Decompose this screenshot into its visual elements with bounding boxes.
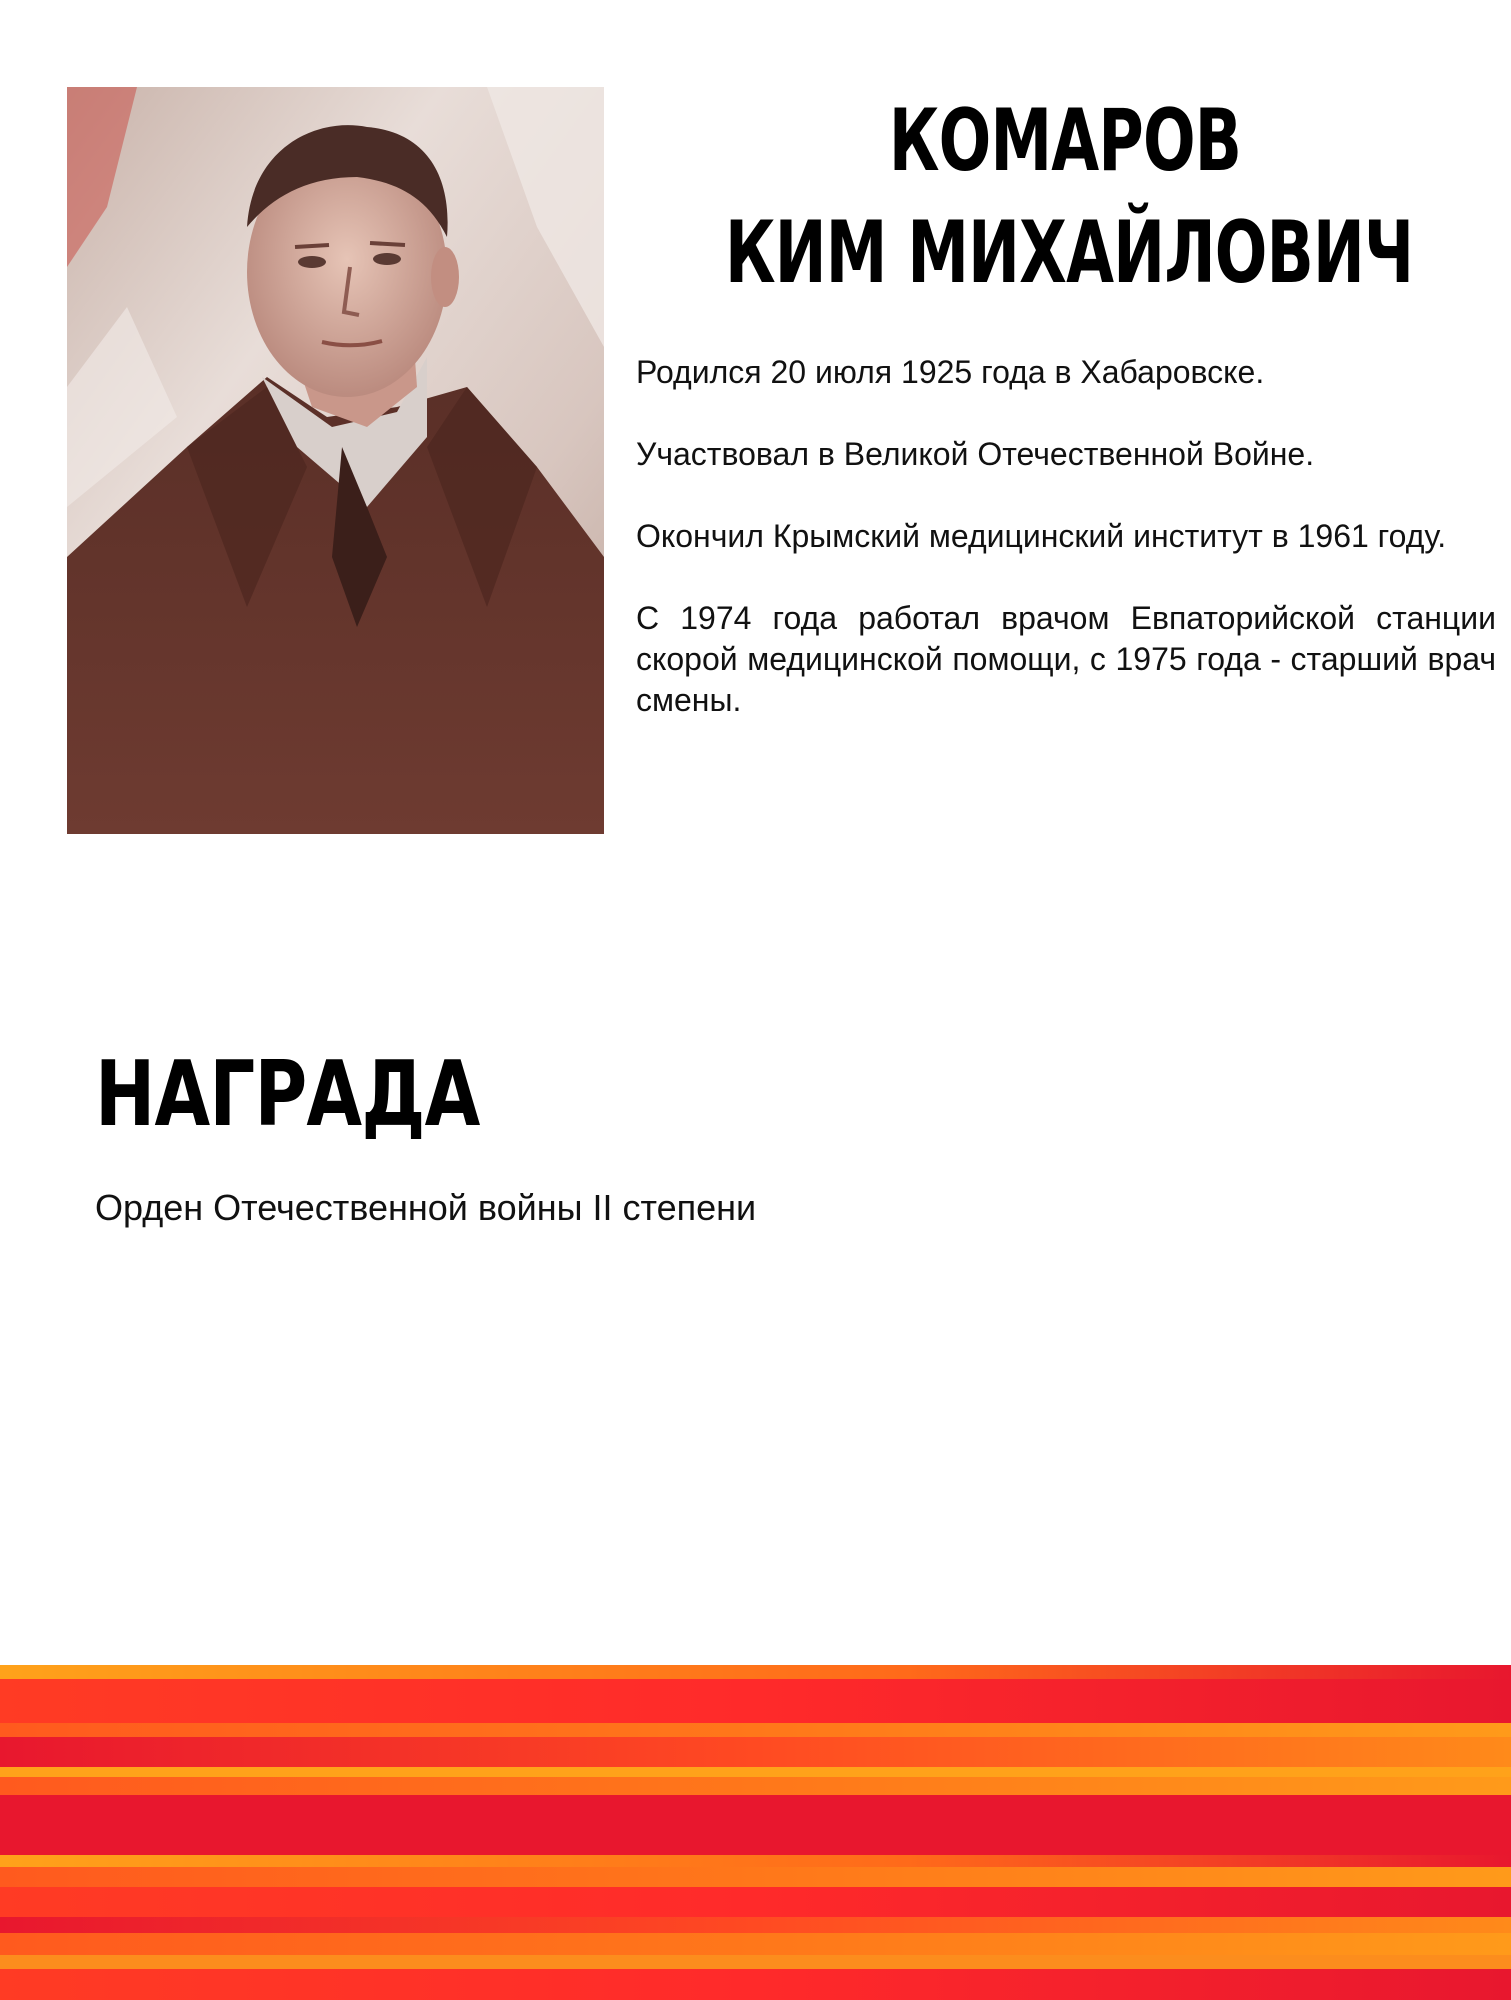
bio-paragraph: Родился 20 июля 1925 года в Хабаровске. (636, 354, 1265, 390)
biography (636, 352, 1496, 762)
ribbon-stripes (0, 1665, 1511, 2000)
decorative-ribbon (0, 1665, 1511, 2000)
award-heading: НАГРАДА (95, 1042, 480, 1147)
bio-paragraph: С 1974 года работал врачом Евпаторийской станции скорой медицинской помощи, с 1975 года - старший врач смены. (636, 600, 1496, 718)
bio-paragraph: Участвовал в Великой Отечественной Войне. (636, 436, 1315, 472)
surname: КОМАРОВ (888, 91, 1242, 191)
bio-paragraph: Окончил Крымский медицинский институт в 1961 году. (636, 518, 1447, 554)
portrait-image (67, 87, 604, 834)
award-text: Орден Отечественной войны II степени (95, 1187, 757, 1228)
portrait-photo (67, 87, 604, 834)
person-name (640, 85, 1490, 309)
given-names: КИМ МИХАЙЛОВИЧ (725, 203, 1414, 303)
